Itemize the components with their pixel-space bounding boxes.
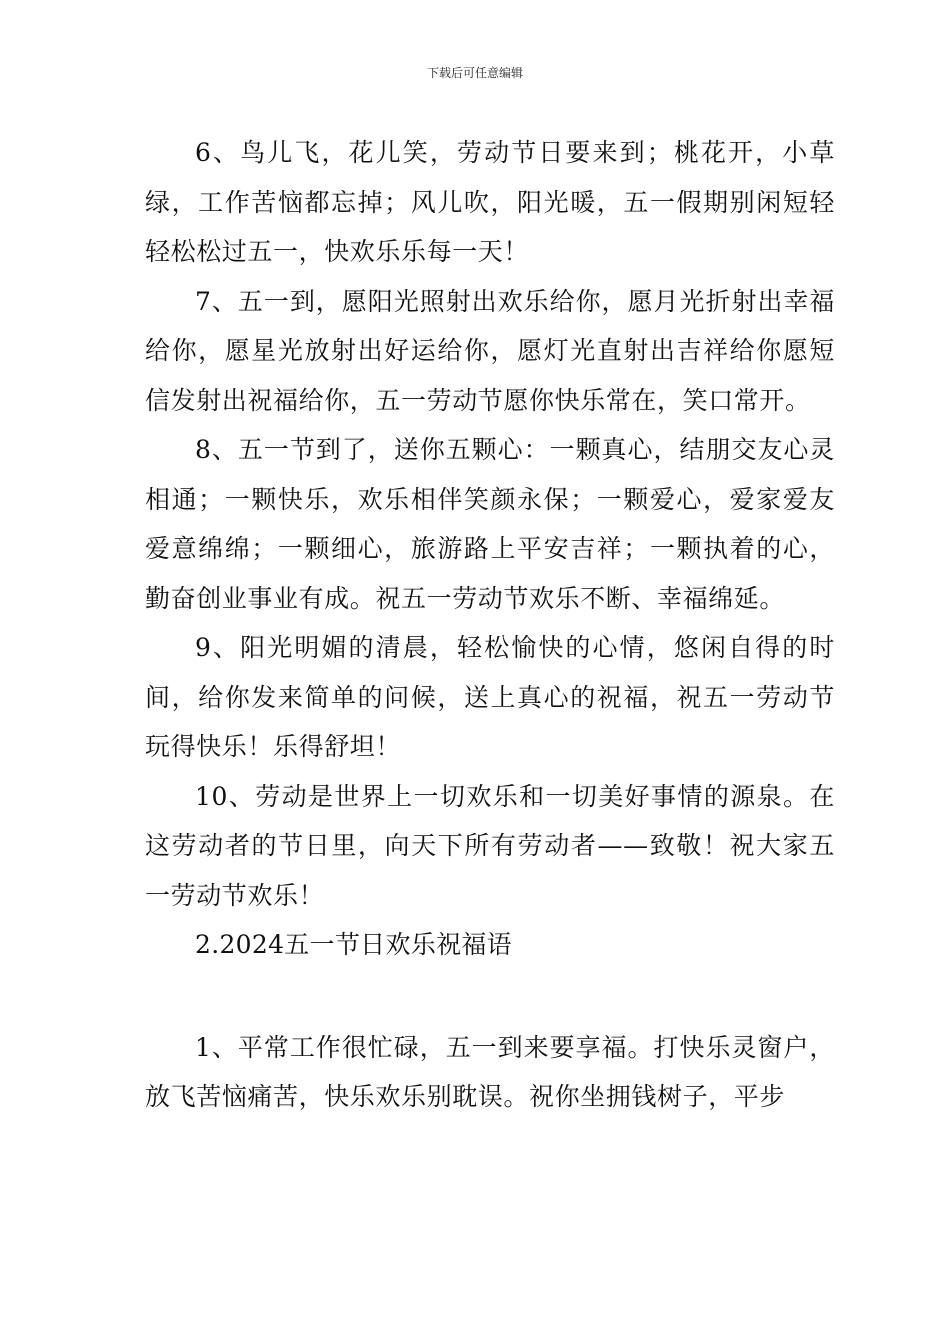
- page-header: 下载后可任意编辑: [426, 66, 523, 80]
- section-spacer: [145, 970, 835, 1023]
- paragraph-item-8: 8、五一节到了，送你五颗心：一颗真心，结朋交友心灵相通；一颗快乐，欢乐相伴笑颜永保；一颗爱心，爱家爱友爱意绵绵；一颗细心，旅游路上平安吉祥；一颗执着的心，勤奋创业事业有成。祝五一劳动节欢乐不断、幸福绵延。: [145, 435, 835, 613]
- paragraph-item-9: 9、阳光明媚的清晨，轻松愉快的心情，悠闲自得的时间，给你发来简单的问候，送上真心的祝福，祝五一劳动节玩得快乐！乐得舒坦！: [145, 633, 835, 761]
- paragraph-item-6: 6、鸟儿飞，花儿笑，劳动节日要来到；桃花开，小草绿，工作苦恼都忘掉；风儿吹，阳光暖，五一假期别闲短轻轻松松过五一，快欢乐乐每一天！: [145, 138, 835, 266]
- paragraph-item-7: 7、五一到，愿阳光照射出欢乐给你，愿月光折射出幸福给你，愿星光放射出好运给你，愿灯光直射出吉祥给你愿短信发射出祝福给你，五一劳动节愿你快乐常在，笑口常开。: [145, 286, 835, 415]
- document-body: [145, 128, 835, 1122]
- section-heading: 2.2024五一节日欢乐祝福语: [195, 930, 512, 959]
- paragraph-item-10: 10、劳动是世界上一切欢乐和一切美好事情的源泉。在这劳动者的节日里，向天下所有劳动者——致敬！祝大家五一劳动节欢乐！: [145, 781, 835, 910]
- section-paragraph-item-1: 1、平常工作很忙碌，五一到来要享福。打快乐灵窗户，放飞苦恼痛苦，快乐欢乐别耽误。祝你坐拥钱树子，平步: [145, 1032, 835, 1111]
